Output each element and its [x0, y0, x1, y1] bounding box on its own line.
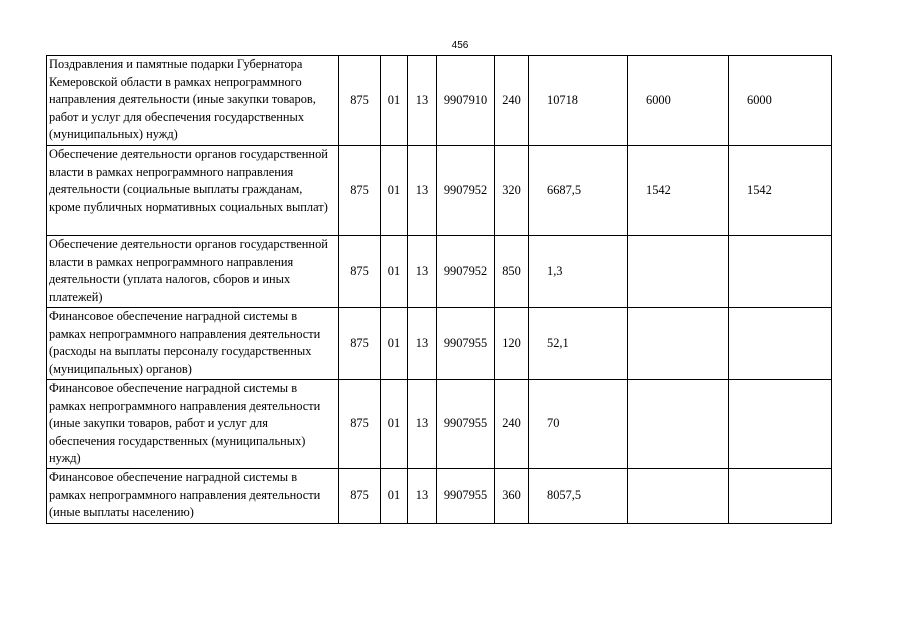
section-code: 01: [381, 469, 408, 524]
row-description: Финансовое обеспечение наградной системы в рамках непрограммного направления деятельности (иные закупки товаров, работ и услуг для обеспечения государственных (муниципальных) нужд): [47, 380, 339, 469]
amount-year-3: 1542: [729, 146, 832, 236]
target-article-code: 9907955: [437, 380, 495, 469]
amount-year-1: 1,3: [529, 236, 628, 308]
subsection-code: 13: [408, 469, 437, 524]
amount-year-3: [729, 308, 832, 380]
row-description: Обеспечение деятельности органов государственной власти в рамках непрограммного направления деятельности (уплата налогов, сборов и иных платежей): [47, 236, 339, 308]
amount-year-1: 8057,5: [529, 469, 628, 524]
section-code: 01: [381, 56, 408, 146]
amount-year-1: 10718: [529, 56, 628, 146]
amount-year-2: 1542: [628, 146, 729, 236]
expense-type-code: 240: [495, 56, 529, 146]
amount-year-2: [628, 469, 729, 524]
expense-type-code: 360: [495, 469, 529, 524]
ministry-code: 875: [339, 236, 381, 308]
ministry-code: 875: [339, 380, 381, 469]
target-article-code: 9907910: [437, 56, 495, 146]
table-row: [47, 236, 832, 308]
section-code: 01: [381, 146, 408, 236]
amount-year-2: [628, 236, 729, 308]
amount-year-2: 6000: [628, 56, 729, 146]
expense-type-code: 120: [495, 308, 529, 380]
row-description: Финансовое обеспечение наградной системы в рамках непрограммного направления деятельности (расходы на выплаты персоналу государственных (муниципальных) органов): [47, 308, 339, 380]
section-code: 01: [381, 236, 408, 308]
amount-year-3: 6000: [729, 56, 832, 146]
target-article-code: 9907952: [437, 146, 495, 236]
table-row: [47, 469, 832, 524]
amount-year-3: [729, 380, 832, 469]
subsection-code: 13: [408, 56, 437, 146]
amount-year-1: 70: [529, 380, 628, 469]
ministry-code: 875: [339, 146, 381, 236]
row-description: Обеспечение деятельности органов государственной власти в рамках непрограммного направления деятельности (социальные выплаты гражданам, кроме публичных нормативных социальных выплат): [47, 146, 339, 236]
target-article-code: 9907952: [437, 236, 495, 308]
expense-type-code: 850: [495, 236, 529, 308]
page-number: 456: [451, 40, 469, 51]
table-row: [47, 146, 832, 236]
target-article-code: 9907955: [437, 308, 495, 380]
table-row: [47, 380, 832, 469]
row-description: Поздравления и памятные подарки Губернатора Кемеровской области в рамках непрограммного направления деятельности (иные закупки товаров, работ и услуг для обеспечения государственных (муниципальных) нужд): [47, 56, 339, 146]
subsection-code: 13: [408, 308, 437, 380]
expense-type-code: 320: [495, 146, 529, 236]
budget-table: [46, 55, 832, 524]
row-description: Финансовое обеспечение наградной системы в рамках непрограммного направления деятельности (иные выплаты населению): [47, 469, 339, 524]
ministry-code: 875: [339, 56, 381, 146]
table-row: [47, 56, 832, 146]
ministry-code: 875: [339, 308, 381, 380]
subsection-code: 13: [408, 380, 437, 469]
amount-year-3: [729, 236, 832, 308]
ministry-code: 875: [339, 469, 381, 524]
amount-year-2: [628, 380, 729, 469]
table-row: [47, 308, 832, 380]
section-code: 01: [381, 380, 408, 469]
expense-type-code: 240: [495, 380, 529, 469]
amount-year-1: 52,1: [529, 308, 628, 380]
amount-year-3: [729, 469, 832, 524]
target-article-code: 9907955: [437, 469, 495, 524]
amount-year-1: 6687,5: [529, 146, 628, 236]
subsection-code: 13: [408, 236, 437, 308]
amount-year-2: [628, 308, 729, 380]
subsection-code: 13: [408, 146, 437, 236]
section-code: 01: [381, 308, 408, 380]
